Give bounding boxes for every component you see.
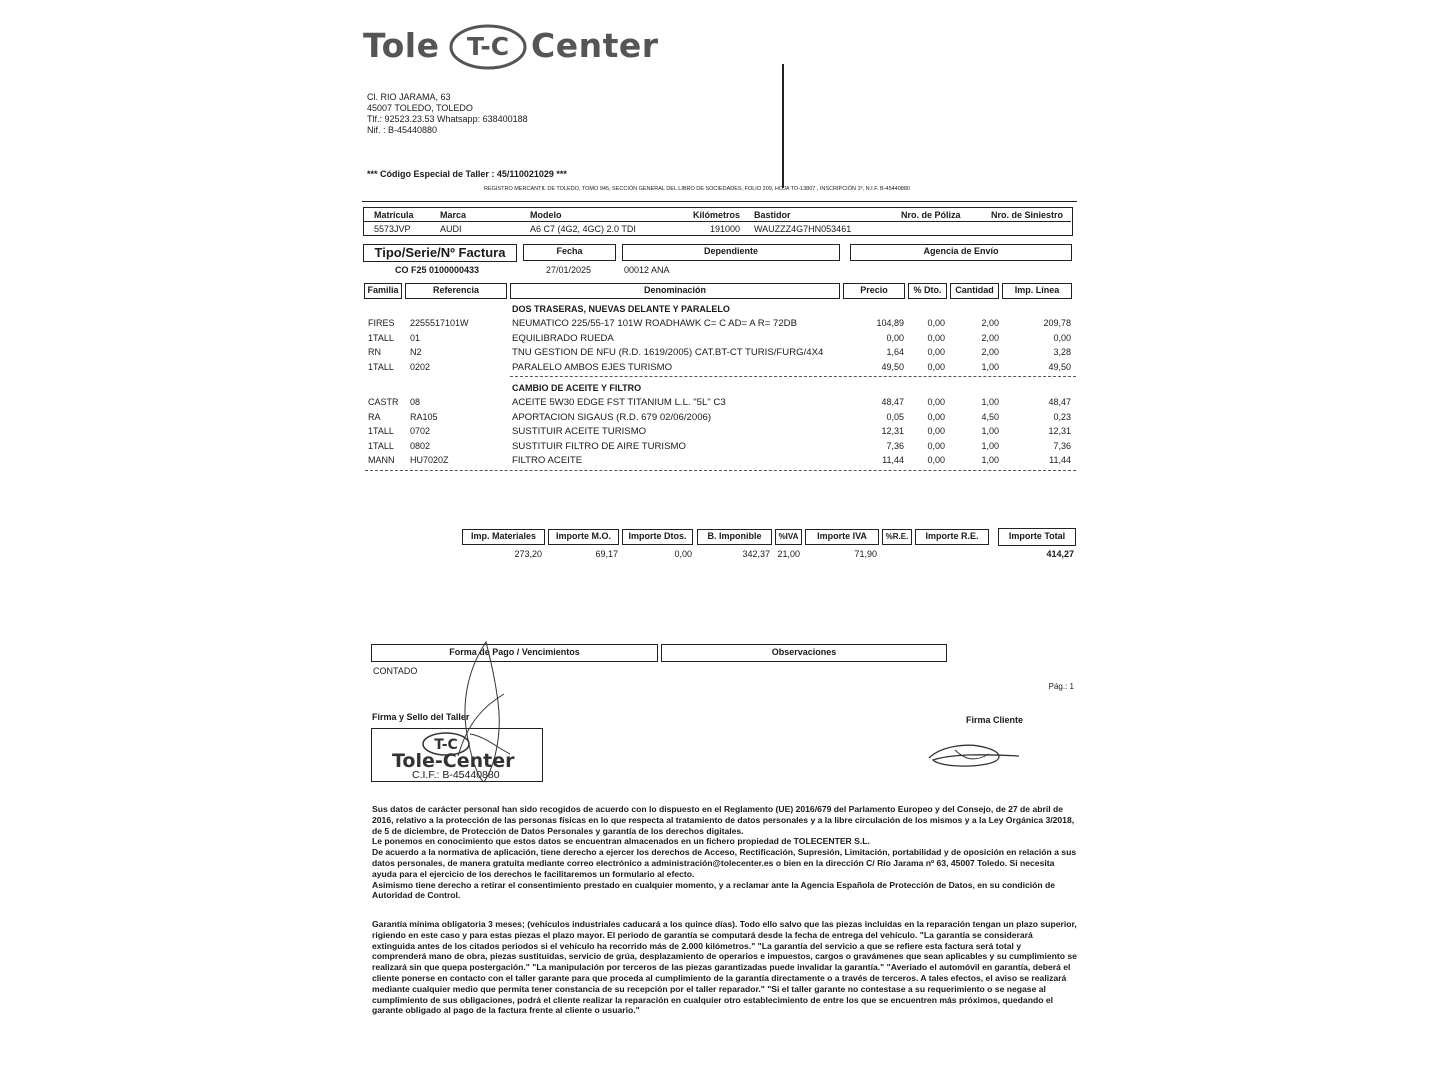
row-description: ACEITE 5W30 EDGE FST TITANIUM L.L. "5L" C3 bbox=[512, 397, 726, 408]
vehicle-plate: 5573JVP bbox=[374, 224, 411, 234]
col-header-reference: Referencia bbox=[405, 283, 507, 299]
row-reference: 0802 bbox=[410, 441, 431, 451]
logo-mark-text: T-C bbox=[466, 32, 510, 61]
header-divider bbox=[782, 64, 784, 188]
client-signature-label: Firma Cliente bbox=[966, 715, 1024, 725]
totals-vat-rate: 21,00 bbox=[777, 549, 800, 559]
section-divider bbox=[510, 376, 1076, 377]
invoice-agency-label: Agencia de Envío bbox=[850, 244, 1072, 261]
totals-header-re-rate: %R.E. bbox=[882, 529, 912, 545]
row-total: 3,28 bbox=[1053, 347, 1071, 357]
lines-end-divider bbox=[365, 470, 1076, 471]
row-family: 1TALL bbox=[368, 362, 394, 372]
invoice-employee: 00012 ANA bbox=[624, 265, 670, 275]
row-price: 1,64 bbox=[886, 347, 904, 357]
invoice-date-label: Fecha bbox=[523, 244, 616, 261]
row-total: 7,36 bbox=[1053, 441, 1071, 451]
stamp-company-name: Tole-Center bbox=[392, 750, 515, 772]
row-reference: 01 bbox=[410, 333, 421, 343]
row-discount: 0,00 bbox=[927, 455, 945, 465]
address-line-1: Cl. RIO JARAMA, 63 bbox=[367, 92, 451, 102]
row-price: 48,47 bbox=[881, 397, 904, 407]
vehicle-box bbox=[363, 207, 1073, 236]
invoice-type-label: Tipo/Serie/Nº Factura bbox=[363, 244, 517, 262]
header-rule bbox=[362, 201, 1077, 202]
row-description: SUSTITUIR FILTRO DE AIRE TURISMO bbox=[512, 441, 686, 452]
col-header-description: Denominación bbox=[510, 283, 840, 299]
row-price: 104,89 bbox=[876, 318, 904, 328]
vehicle-box-rule bbox=[364, 221, 1071, 222]
row-price: 11,44 bbox=[882, 455, 904, 465]
row-description: TNU GESTION DE NFU (R.D. 1619/2005) CAT.BT-CT TURIS/FURG/4X4 bbox=[512, 347, 824, 358]
row-discount: 0,00 bbox=[927, 441, 945, 451]
page-number: Pág.: 1 bbox=[1048, 682, 1074, 691]
row-total: 209,78 bbox=[1043, 318, 1071, 328]
row-reference: HU7020Z bbox=[410, 455, 449, 465]
row-total: 11,44 bbox=[1049, 455, 1071, 465]
col-header-line-total: Imp. Línea bbox=[1002, 283, 1072, 299]
row-discount: 0,00 bbox=[927, 362, 945, 372]
logo-right-word: Center bbox=[531, 26, 659, 65]
address-line-2: 45007 TOLEDO, TOLEDO bbox=[367, 103, 473, 113]
row-price: 49,50 bbox=[881, 362, 904, 372]
privacy-notice bbox=[372, 804, 1077, 901]
row-discount: 0,00 bbox=[927, 318, 945, 328]
totals-header-re: Importe R.E. bbox=[915, 529, 989, 545]
row-total: 48,47 bbox=[1048, 397, 1071, 407]
client-signature-icon bbox=[925, 740, 1025, 772]
workshop-signature-label: Firma y Sello del Taller bbox=[372, 712, 470, 722]
vehicle-header-brand: Marca bbox=[440, 210, 467, 220]
col-header-discount: % Dto. bbox=[908, 283, 947, 299]
row-total: 0,23 bbox=[1053, 412, 1071, 422]
row-price: 0,00 bbox=[886, 333, 904, 343]
observations-label: Observaciones bbox=[661, 644, 947, 662]
row-quantity: 1,00 bbox=[981, 397, 999, 407]
workshop-signature-icon bbox=[440, 636, 520, 786]
row-family: MANN bbox=[368, 455, 395, 465]
row-reference: 0202 bbox=[410, 362, 431, 372]
row-family: FIRES bbox=[368, 318, 395, 328]
totals-header-materials: Imp. Materiales bbox=[462, 529, 545, 545]
row-quantity: 4,50 bbox=[981, 412, 999, 422]
vehicle-brand: AUDI bbox=[440, 224, 462, 234]
row-description: PARALELO AMBOS EJES TURISMO bbox=[512, 362, 673, 373]
row-description: EQUILIBRADO RUEDA bbox=[512, 333, 614, 344]
row-family: 1TALL bbox=[368, 333, 394, 343]
totals-discounts: 0,00 bbox=[674, 549, 692, 559]
registry-text: REGISTRO MERCANTIL DE TOLEDO, TOMO 945, SECCIÓN GENERAL DEL LIBRO DE SOCIEDADES, FOLIO 209, HOJA TO-13807 , INSCRIPCIÓN 1ª, N.I.F. B-45440880 bbox=[484, 186, 910, 192]
payment-method: CONTADO bbox=[373, 666, 418, 676]
vehicle-header-vin: Bastidor bbox=[754, 210, 791, 220]
totals-taxable: 342,37 bbox=[742, 549, 770, 559]
company-address bbox=[367, 92, 528, 136]
col-header-price: Precio bbox=[843, 283, 905, 299]
row-discount: 0,00 bbox=[927, 412, 945, 422]
vehicle-vin: WAUZZZ4G7HN053461 bbox=[754, 224, 852, 234]
row-family: 1TALL bbox=[368, 441, 394, 451]
special-code: *** Código Especial de Taller : 45/110021029 *** bbox=[367, 169, 567, 179]
company-nif: Nif. : B-45440880 bbox=[367, 125, 438, 135]
row-description: APORTACION SIGAUS (R.D. 679 02/06/2006) bbox=[512, 412, 712, 423]
totals-labour: 69,17 bbox=[595, 549, 618, 559]
row-quantity: 2,00 bbox=[981, 318, 999, 328]
vehicle-header-model: Modelo bbox=[530, 210, 562, 220]
row-family: 1TALL bbox=[368, 426, 394, 436]
row-family: RN bbox=[368, 347, 381, 357]
company-phone: Tlf.: 92523.23.53 Whatsapp: 638400188 bbox=[367, 114, 528, 124]
privacy-paragraph: Le ponemos en conocimiento que estos datos se encuentran almacenados en un fichero propiedad de TOLECENTER S.L. bbox=[372, 836, 870, 847]
privacy-paragraph: De acuerdo a la normativa de aplicación, tiene derecho a ejercer los derechos de Acceso, Rectificación, Supresión, Limitación, portabilidad y de oposición en relación a sus datos personales, de manera gratuita mediante correo electrónico a administración@tolecenter.es o bien en la dirección C/ Río Jarama nº 63, 45007 Toledo. Si necesita ayuda para el ejercicio de los derechos le facilitaremos un formulario al efecto. bbox=[372, 847, 1077, 879]
section-title: DOS TRASERAS, NUEVAS DELANTE Y PARALELO bbox=[512, 304, 730, 314]
row-quantity: 2,00 bbox=[981, 333, 999, 343]
svg-text:T-C: T-C bbox=[434, 737, 458, 753]
row-discount: 0,00 bbox=[927, 426, 945, 436]
row-price: 7,36 bbox=[886, 441, 904, 451]
payment-label: Forma de Pago / Vencimientos bbox=[371, 644, 658, 662]
totals-header-total: Importe Total bbox=[998, 528, 1076, 546]
row-reference: RA105 bbox=[410, 412, 438, 422]
invoice-number: CO F25 0100000433 bbox=[395, 265, 480, 275]
logo-mark-icon bbox=[448, 22, 528, 74]
privacy-paragraph: Asimismo tiene derecho a retirar el consentimiento prestado en cualquier momento, y a reclamar ante la Agencia Española de Protección de Datos, en su condición de Autoridad de Control. bbox=[372, 879, 1056, 901]
invoice-employee-label: Dependiente bbox=[622, 244, 840, 261]
col-header-quantity: Cantidad bbox=[950, 283, 999, 299]
row-total: 49,50 bbox=[1048, 362, 1071, 372]
row-total: 0,00 bbox=[1053, 333, 1071, 343]
row-reference: 2255517101W bbox=[410, 318, 469, 328]
vehicle-header-policy: Nro. de Póliza bbox=[901, 210, 961, 220]
invoice-date: 27/01/2025 bbox=[546, 265, 592, 275]
totals-header-discounts: Importe Dtos. bbox=[622, 529, 693, 545]
warranty-notice: Garantía mínima obligatoria 3 meses; (vehículos industriales caducará a los quince días). Todo ello salvo que las piezas incluidas en la reparación tengan un plazo superior, rigiendo en este caso y para estas piezas el plazo mayor. El periodo de garantía se computará desde la fecha de entrega del vehículo. "La garantía se considerará extinguida antes de los citados periodos si el vehículo ha recorrido más de 2.000 kilómetros." "La garantía del servicio a que se refiere esta factura será total y comprenderá mano de obra, piezas sustituidas, servicio de grúa, desplazamiento de operarios e impuestos, cargos o gravámenes que sean aplicables y su cumplimiento se realizará sin que quepa postergación." "La manipulación por terceros de las piezas garantizadas puede invalidar la garantía." "Averiado el automóvil en garantía, deberá el cliente ponerse en contacto con el taller garante para que proceda al cumplimiento de la garantía directamente o a través de terceros. A tales efectos, el aviso se realizará mediante cualquier medio que permita tener constancia de su recepción por el taller reparador." "Si el taller garante no contestase a su requerimiento o se negase al cumplimiento de sus obligaciones, podrá el cliente realizar la reparación en cualquier otro establecimiento de entre los que se encuentren más próximos, quedando el garante obligado al pago de la factura frente al cliente o usuario." bbox=[372, 919, 1077, 1016]
totals-header-vat: Importe IVA bbox=[805, 529, 879, 545]
row-discount: 0,00 bbox=[927, 397, 945, 407]
row-quantity: 1,00 bbox=[981, 455, 999, 465]
vehicle-header-km: Kilómetros bbox=[693, 210, 741, 220]
totals-materials: 273,20 bbox=[514, 549, 542, 559]
row-quantity: 1,00 bbox=[981, 362, 999, 372]
row-description: SUSTITUIR ACEITE TURISMO bbox=[512, 426, 647, 437]
row-total: 12,31 bbox=[1048, 426, 1071, 436]
vehicle-header-claim: Nro. de Siniestro bbox=[991, 210, 1064, 220]
row-family: CASTR bbox=[368, 397, 399, 407]
row-quantity: 1,00 bbox=[981, 426, 999, 436]
section-title: CAMBIO DE ACEITE Y FILTRO bbox=[512, 383, 642, 393]
row-price: 12,31 bbox=[881, 426, 904, 436]
row-quantity: 2,00 bbox=[981, 347, 999, 357]
row-reference: 08 bbox=[410, 397, 421, 407]
totals-vat: 71,90 bbox=[854, 549, 877, 559]
totals-header-labour: Importe M.O. bbox=[548, 529, 619, 545]
row-reference: N2 bbox=[410, 347, 422, 357]
row-quantity: 1,00 bbox=[981, 441, 999, 451]
totals-grand-total: 414,27 bbox=[1046, 549, 1074, 559]
row-family: RA bbox=[368, 412, 381, 422]
totals-header-taxable: B. Imponible bbox=[697, 529, 772, 545]
totals-header-vat-rate: %IVA bbox=[775, 529, 802, 545]
row-discount: 0,00 bbox=[927, 333, 945, 343]
row-description: FILTRO ACEITE bbox=[512, 455, 583, 466]
row-description: NEUMATICO 225/55-17 101W ROADHAWK C= C AD= A R= 72DB bbox=[512, 318, 797, 329]
logo-left-word: Tole bbox=[363, 26, 440, 65]
vehicle-header-plate: Matricula bbox=[374, 210, 414, 220]
col-header-family: Familia bbox=[364, 283, 402, 299]
row-reference: 0702 bbox=[410, 426, 431, 436]
row-price: 0,05 bbox=[886, 412, 904, 422]
stamp-cif: C.I.F.: B-45440880 bbox=[412, 769, 500, 781]
vehicle-km: 191000 bbox=[710, 224, 741, 234]
privacy-paragraph: Sus datos de carácter personal han sido recogidos de acuerdo con lo dispuesto en el Reglamento (UE) 2016/679 del Parlamento Europeo y del Consejo, de 27 de abril de 2016, relativo a la protección de las personas físicas en lo que respecta al tratamiento de datos personales y a la libre circulación de los mismos y a la Ley Orgánica 3/2018, de 5 de diciembre, de Protección de Datos Personales y garantía de los derechos digitales. bbox=[372, 804, 1075, 836]
vehicle-model: A6 C7 (4G2, 4GC) 2.0 TDI bbox=[530, 224, 636, 234]
row-discount: 0,00 bbox=[927, 347, 945, 357]
